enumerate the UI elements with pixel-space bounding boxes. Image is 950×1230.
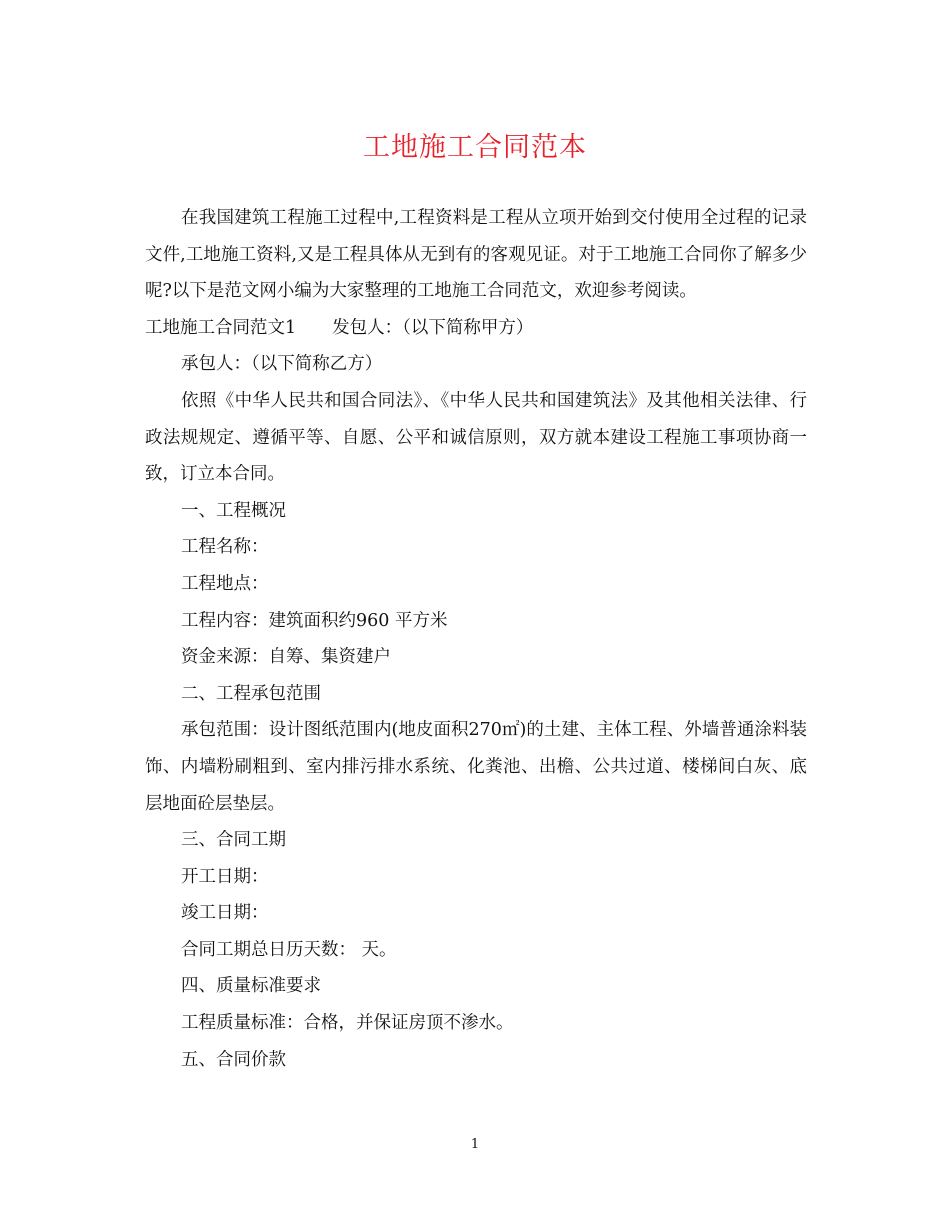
section-heading-period: 三、合同工期 xyxy=(181,830,286,851)
basis-paragraph: 依照《中华人民共和国合同法》、《中华人民共和国建筑法》及其他相关法律、行政法规规定、遵循平等、自愿、公平和诚信原则，双方就本建设工程施工事项协商一致，订立本合同。 xyxy=(145,390,807,485)
start-date-field: 开工日期： xyxy=(181,866,269,887)
funding-source-field: 资金来源：自筹、集资建户 xyxy=(181,647,391,668)
total-days-field: 合同工期总日历天数： 天。 xyxy=(181,939,397,960)
project-name-field: 工程名称： xyxy=(181,537,269,558)
document-title: 工地施工合同范本 xyxy=(363,132,587,163)
section-heading-overview: 一、工程概况 xyxy=(181,500,286,521)
project-location-field: 工程地点： xyxy=(181,573,269,594)
page-number: 1 xyxy=(470,1137,480,1152)
party-b-label: 承包人：（以下简称乙方） xyxy=(181,354,383,375)
section-heading-quality: 四、质量标准要求 xyxy=(181,976,321,997)
sample-heading-line xyxy=(145,310,807,347)
scope-paragraph: 承包范围：设计图纸范围内(地皮面积270㎡)的土建、主体工程、外墙普通涂料装饰、内墙粉刷粗到、室内排污排水系统、化粪池、出檐、公共过道、楼梯间白灰、底层地面砼层垫层。 xyxy=(145,720,807,814)
section-heading-price: 五、合同价款 xyxy=(181,1049,286,1070)
quality-standard-field: 工程质量标准：合格，并保证房顶不渗水。 xyxy=(181,1013,514,1034)
sample-heading: 工地施工合同范文1 xyxy=(145,317,297,338)
intro-paragraph: 在我国建筑工程施工过程中,工程资料是工程从立项开始到交付使用全过程的记录文件,工地施工资料,又是工程具体从无到有的客观见证。对于工地施工合同你了解多少呢?以下是范文网小编为大家整理的工地施工合同范文，欢迎参考阅读。 xyxy=(145,208,807,302)
section-heading-scope: 二、工程承包范围 xyxy=(181,683,321,704)
party-a-label: 发包人：（以下简称甲方） xyxy=(332,317,534,338)
document-body xyxy=(145,200,807,1078)
completion-date-field: 竣工日期： xyxy=(181,903,269,924)
project-content-field: 工程内容：建筑面积约960 平方米 xyxy=(181,610,448,631)
